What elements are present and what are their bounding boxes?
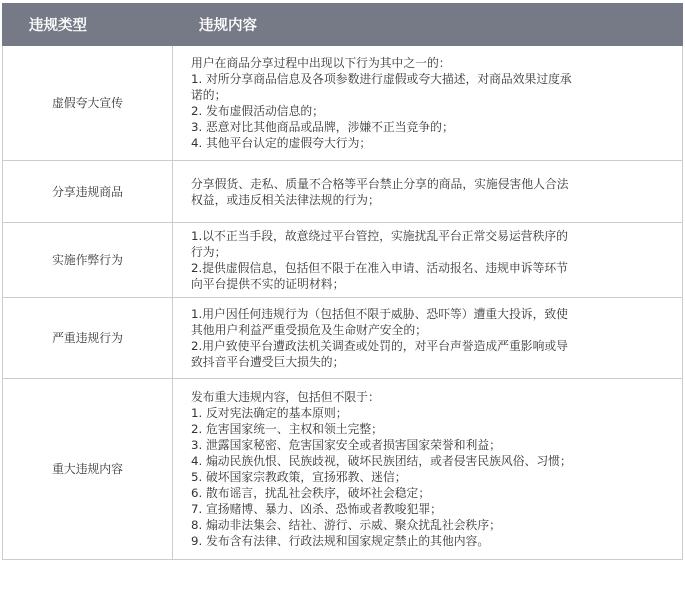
violation-content-cell (173, 161, 683, 223)
violation-content-cell (173, 298, 683, 379)
violation-content-cell (173, 46, 683, 161)
violation-type-cell: 实施作弊行为 (3, 223, 173, 298)
content-line: 4. 煽动民族仇恨、民族歧视，破坏民族团结，或者侵害民族风俗、习惯； (191, 454, 572, 468)
content-line: 发布重大违规内容，包括但不限于： (191, 390, 380, 404)
table-row (3, 223, 683, 298)
violation-type-cell: 重大违规内容 (3, 379, 173, 560)
content-line: 向平台提供不实的证明材料； (191, 277, 345, 291)
content-line: 2.提供虚假信息，包括但不限于在准入申请、活动报名、违规申诉等环节 (191, 261, 568, 275)
violation-type-cell: 虚假夸大宣传 (3, 46, 173, 161)
content-line: 其他用户利益严重受损危及生命财产安全的； (191, 323, 427, 337)
content-line: 8. 煽动非法集会、结社、游行、示威、聚众扰乱社会秩序； (191, 518, 501, 532)
violation-content-cell (173, 223, 683, 298)
content-line: 行为； (191, 245, 227, 259)
content-line: 2.用户致使平台遭政法机关调查或处罚的，对平台声誉造成严重影响或导 (191, 339, 568, 353)
table-body (3, 46, 683, 560)
content-line: 7. 宣扬赌博、暴力、凶杀、恐怖或者教唆犯罪； (191, 502, 442, 516)
table-header-row (3, 4, 683, 46)
content-line: 2. 发布虚假活动信息的； (191, 104, 324, 118)
violation-type-cell: 分享违规商品 (3, 161, 173, 223)
content-line: 6. 散布谣言，扰乱社会秩序，破坏社会稳定； (191, 486, 431, 500)
content-line: 9. 发布含有法律、行政法规和国家规定禁止的其他内容。 (191, 534, 490, 548)
content-line: 诺的； (191, 88, 227, 102)
violation-type-cell: 严重违规行为 (3, 298, 173, 379)
content-line: 4. 其他平台认定的虚假夸大行为； (191, 136, 372, 150)
table-row (3, 46, 683, 161)
table-row (3, 161, 683, 223)
content-line: 1. 对所分享商品信息及各项参数进行虚假或夸大描述，对商品效果过度承 (191, 72, 572, 86)
header-violation-content: 违规内容 (173, 4, 683, 46)
content-line: 2. 危害国家统一、主权和领土完整； (191, 422, 383, 436)
content-line: 1. 反对宪法确定的基本原则； (191, 406, 348, 420)
table-row (3, 379, 683, 560)
content-line: 致抖音平台遭受巨大损失的； (191, 355, 345, 369)
header-violation-type: 违规类型 (3, 4, 173, 46)
content-line: 1.用户因任何违规行为（包括但不限于威胁、恐吓等）遭重大投诉，致使 (191, 307, 568, 321)
content-line: 3. 恶意对比其他商品或品牌，涉嫌不正当竞争的； (191, 120, 454, 134)
content-line: 权益，或违反相关法律法规的行为； (191, 192, 380, 207)
content-line: 3. 泄露国家秘密、危害国家安全或者损害国家荣誉和利益； (191, 438, 501, 452)
violations-table (2, 3, 683, 560)
content-line: 1.以不正当手段，故意绕过平台管控，实施扰乱平台正常交易运营秩序的 (191, 229, 568, 243)
violation-content-cell (173, 379, 683, 560)
table-row (3, 298, 683, 379)
content-line: 5. 破坏国家宗教政策，宣扬邪教、迷信； (191, 470, 407, 484)
content-line: 用户在商品分享过程中出现以下行为其中之一的： (191, 56, 451, 70)
content-line: 分享假货、走私、质量不合格等平台禁止分享的商品，实施侵害他人合法 (191, 176, 569, 191)
